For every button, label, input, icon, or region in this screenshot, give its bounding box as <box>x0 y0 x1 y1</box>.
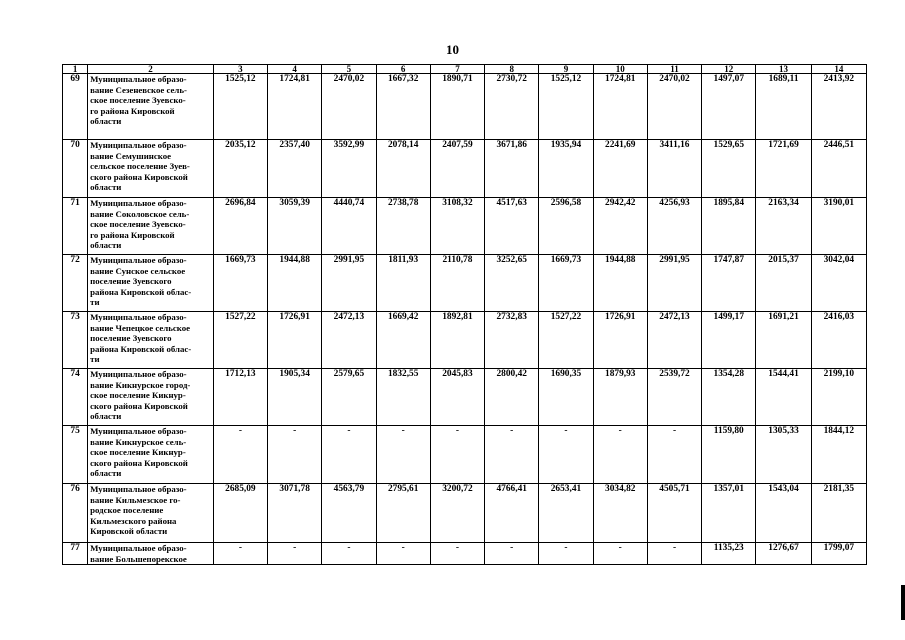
table-row <box>63 74 867 140</box>
tariff-table <box>62 64 867 565</box>
municipality-name <box>88 426 214 484</box>
table-row <box>63 198 867 255</box>
tariff-value: - <box>268 426 322 484</box>
tariff-value: 1499,17 <box>702 312 756 369</box>
tariff-value: 2199,10 <box>811 369 866 426</box>
table-row <box>63 484 867 543</box>
tariff-value: - <box>593 426 647 484</box>
municipality-name-line: области <box>90 182 122 193</box>
table-row <box>63 255 867 312</box>
municipality-name-line: вание Кикнурское сель- <box>90 436 187 447</box>
municipality-name-line: района Кировской облас- <box>90 286 192 297</box>
page-number: 10 <box>446 42 459 57</box>
tariff-value: 1669,73 <box>539 255 593 312</box>
municipality-name <box>88 369 214 426</box>
municipality-name-line: области <box>90 468 122 479</box>
tariff-value: 1811,93 <box>376 255 430 312</box>
tariff-value: 2446,51 <box>811 140 866 198</box>
tariff-value: 2416,03 <box>811 312 866 369</box>
tariff-value: 1527,22 <box>539 312 593 369</box>
municipality-name-line: ти <box>90 354 100 365</box>
tariff-value: 2991,95 <box>322 255 376 312</box>
municipality-name-line: Кировской области <box>90 526 168 537</box>
tariff-value: 2045,83 <box>430 369 484 426</box>
tariff-value: 2472,13 <box>647 312 701 369</box>
tariff-value: 1525,12 <box>213 74 267 140</box>
tariff-value: 4256,93 <box>647 198 701 255</box>
row-number: 70 <box>63 140 88 198</box>
tariff-value: 3411,16 <box>647 140 701 198</box>
tariff-value: 1935,94 <box>539 140 593 198</box>
tariff-value: 2357,40 <box>268 140 322 198</box>
tariff-value: 3592,99 <box>322 140 376 198</box>
municipality-name-line: вание Соколовское сель- <box>90 208 190 219</box>
column-header: 6 <box>376 65 430 74</box>
municipality-name <box>88 543 214 565</box>
tariff-value: 3042,04 <box>811 255 866 312</box>
tariff-value: 2991,95 <box>647 255 701 312</box>
tariff-value: 3200,72 <box>430 484 484 543</box>
column-header: 4 <box>268 65 322 74</box>
tariff-value: 1669,42 <box>376 312 430 369</box>
column-header: 8 <box>485 65 539 74</box>
row-number: 71 <box>63 198 88 255</box>
row-number: 76 <box>63 484 88 543</box>
municipality-name-line: Муниципальное образо- <box>90 543 187 553</box>
column-header: 10 <box>593 65 647 74</box>
tariff-value: 1527,22 <box>213 312 267 369</box>
column-header: 3 <box>213 65 267 74</box>
tariff-value: 3034,82 <box>593 484 647 543</box>
municipality-name-line: Муниципальное образо- <box>90 426 187 436</box>
tariff-value: 1724,81 <box>593 74 647 140</box>
tariff-value: 2732,83 <box>485 312 539 369</box>
tariff-value: 2163,34 <box>756 198 811 255</box>
table-row <box>63 140 867 198</box>
tariff-value: 1305,33 <box>756 426 811 484</box>
column-header: 13 <box>756 65 811 74</box>
tariff-value: 1832,55 <box>376 369 430 426</box>
municipality-name-line: ское поселение Кикнур- <box>90 390 186 401</box>
tariff-value: 1690,35 <box>539 369 593 426</box>
tariff-value: 2472,13 <box>322 312 376 369</box>
tariff-value: 2470,02 <box>322 74 376 140</box>
tariff-value: 2413,92 <box>811 74 866 140</box>
tariff-value: 2407,59 <box>430 140 484 198</box>
tariff-value: 2110,78 <box>430 255 484 312</box>
municipality-name-line: го района Кировской <box>90 229 175 240</box>
municipality-name-line: вание Большепорекское <box>90 553 187 564</box>
tariff-value: 1689,11 <box>756 74 811 140</box>
tariff-value: 1726,91 <box>593 312 647 369</box>
municipality-name-line: Муниципальное образо- <box>90 74 187 84</box>
row-number: 72 <box>63 255 88 312</box>
row-number: 77 <box>63 543 88 565</box>
column-header: 12 <box>702 65 756 74</box>
tariff-value: 4517,63 <box>485 198 539 255</box>
tariff-value: 2800,42 <box>485 369 539 426</box>
tariff-value: 2181,35 <box>811 484 866 543</box>
tariff-value: - <box>322 543 376 565</box>
municipality-name-line: ского района Кировской <box>90 171 188 182</box>
municipality-name-line: района Кировской облас- <box>90 343 192 354</box>
tariff-value: 2241,69 <box>593 140 647 198</box>
tariff-value: 1667,32 <box>376 74 430 140</box>
tariff-value: 4505,71 <box>647 484 701 543</box>
column-header: 1 <box>63 65 88 74</box>
tariff-value: - <box>430 426 484 484</box>
tariff-value: 1529,65 <box>702 140 756 198</box>
column-header: 9 <box>539 65 593 74</box>
tariff-value: - <box>593 543 647 565</box>
municipality-name <box>88 255 214 312</box>
tariff-value: 3190,01 <box>811 198 866 255</box>
municipality-name-line: Муниципальное образо- <box>90 312 187 322</box>
tariff-value: - <box>376 543 430 565</box>
municipality-name <box>88 140 214 198</box>
tariff-value: 2470,02 <box>647 74 701 140</box>
tariff-value: - <box>322 426 376 484</box>
column-header: 5 <box>322 65 376 74</box>
tariff-value: 2653,41 <box>539 484 593 543</box>
tariff-value: 1354,28 <box>702 369 756 426</box>
column-header: 11 <box>647 65 701 74</box>
tariff-value: 1712,13 <box>213 369 267 426</box>
municipality-name-line: Кильмезского района <box>90 515 177 526</box>
tariff-value: - <box>485 543 539 565</box>
municipality-name-line: Муниципальное образо- <box>90 369 187 379</box>
tariff-value: 1892,81 <box>430 312 484 369</box>
row-number: 73 <box>63 312 88 369</box>
row-number: 75 <box>63 426 88 484</box>
tariff-value: - <box>485 426 539 484</box>
municipality-name-line: области <box>90 411 122 422</box>
municipality-name-line: Муниципальное образо- <box>90 484 187 494</box>
tariff-value: 1691,21 <box>756 312 811 369</box>
municipality-name-line: ское поселение Кикнур- <box>90 447 186 458</box>
municipality-name <box>88 312 214 369</box>
municipality-name-line: го района Кировской <box>90 105 175 116</box>
tariff-value: 3071,78 <box>268 484 322 543</box>
tariff-value: 1944,88 <box>593 255 647 312</box>
tariff-value: 1879,93 <box>593 369 647 426</box>
tariff-value: 2015,37 <box>756 255 811 312</box>
tariff-value: 1525,12 <box>539 74 593 140</box>
municipality-name-line: сельское поселение Зуев- <box>90 161 190 172</box>
table-row <box>63 369 867 426</box>
municipality-name-line: Муниципальное образо- <box>90 255 187 265</box>
tariff-value: 1721,69 <box>756 140 811 198</box>
municipality-name-line: поселение Зуевского <box>90 333 172 344</box>
scan-edge-mark <box>901 585 905 620</box>
tariff-value: 2795,61 <box>376 484 430 543</box>
tariff-value: 1276,67 <box>756 543 811 565</box>
municipality-name-line: вание Сезеневское сель- <box>90 84 187 95</box>
municipality-name-line: вание Кикнурское город- <box>90 379 191 390</box>
table-row <box>63 312 867 369</box>
municipality-name-line: вание Семушинское <box>90 150 171 161</box>
tariff-value: 3108,32 <box>430 198 484 255</box>
tariff-value: 1544,41 <box>756 369 811 426</box>
tariff-value: - <box>213 426 267 484</box>
tariff-value: 1135,23 <box>702 543 756 565</box>
tariff-value: 4440,74 <box>322 198 376 255</box>
tariff-value: - <box>430 543 484 565</box>
tariff-value: 1905,34 <box>268 369 322 426</box>
municipality-name <box>88 74 214 140</box>
municipality-name-line: вание Сунское сельское <box>90 265 186 276</box>
tariff-value: - <box>647 543 701 565</box>
tariff-value: 3059,39 <box>268 198 322 255</box>
tariff-value: 2596,58 <box>539 198 593 255</box>
row-number: 69 <box>63 74 88 140</box>
column-header: 7 <box>430 65 484 74</box>
tariff-value: 2579,65 <box>322 369 376 426</box>
tariff-value: 1497,07 <box>702 74 756 140</box>
municipality-name-line: вание Чепецкое сельское <box>90 322 191 333</box>
tariff-value: 1669,73 <box>213 255 267 312</box>
municipality-name-line: ского района Кировской <box>90 457 188 468</box>
tariff-value: 1799,07 <box>811 543 866 565</box>
tariff-value: 1747,87 <box>702 255 756 312</box>
tariff-value: 2078,14 <box>376 140 430 198</box>
municipality-name-line: Муниципальное образо- <box>90 198 187 208</box>
table-row <box>63 426 867 484</box>
tariff-value: 1944,88 <box>268 255 322 312</box>
tariff-value: - <box>539 426 593 484</box>
municipality-name-line: ского района Кировской <box>90 400 188 411</box>
municipality-name <box>88 198 214 255</box>
municipality-name-line: вание Кильмезское го- <box>90 494 181 505</box>
tariff-value: 2942,42 <box>593 198 647 255</box>
table-row <box>63 543 867 565</box>
table-body <box>63 74 867 565</box>
tariff-value: 3252,65 <box>485 255 539 312</box>
column-header: 2 <box>88 65 214 74</box>
column-header: 14 <box>811 65 866 74</box>
tariff-value: 1895,84 <box>702 198 756 255</box>
row-number: 74 <box>63 369 88 426</box>
tariff-value: - <box>376 426 430 484</box>
tariff-value: 2035,12 <box>213 140 267 198</box>
tariff-value: 1726,91 <box>268 312 322 369</box>
municipality-name-line: ское поселение Зуевско- <box>90 95 186 106</box>
header-row <box>63 65 867 74</box>
municipality-name-line: области <box>90 240 122 251</box>
tariff-value: 1724,81 <box>268 74 322 140</box>
tariff-value: 2730,72 <box>485 74 539 140</box>
tariff-value: 1890,71 <box>430 74 484 140</box>
tariff-value: - <box>539 543 593 565</box>
municipality-name-line: родское поселение <box>90 505 164 516</box>
tariff-value: 4563,79 <box>322 484 376 543</box>
tariff-value: - <box>268 543 322 565</box>
tariff-value: 1844,12 <box>811 426 866 484</box>
tariff-value: 2685,09 <box>213 484 267 543</box>
tariff-value: 1357,01 <box>702 484 756 543</box>
municipality-name <box>88 484 214 543</box>
municipality-name-line: Муниципальное образо- <box>90 140 187 150</box>
municipality-name-line: ти <box>90 297 100 308</box>
tariff-value: 2738,78 <box>376 198 430 255</box>
tariff-value: 2539,72 <box>647 369 701 426</box>
tariff-value: 1159,80 <box>702 426 756 484</box>
tariff-value: - <box>647 426 701 484</box>
municipality-name-line: области <box>90 116 122 127</box>
tariff-value: 1543,04 <box>756 484 811 543</box>
municipality-name-line: ское поселение Зуевско- <box>90 219 186 230</box>
tariff-value: - <box>213 543 267 565</box>
tariff-value: 4766,41 <box>485 484 539 543</box>
tariff-value: 3671,86 <box>485 140 539 198</box>
municipality-name-line: поселение Зуевского <box>90 276 172 287</box>
tariff-value: 2696,84 <box>213 198 267 255</box>
